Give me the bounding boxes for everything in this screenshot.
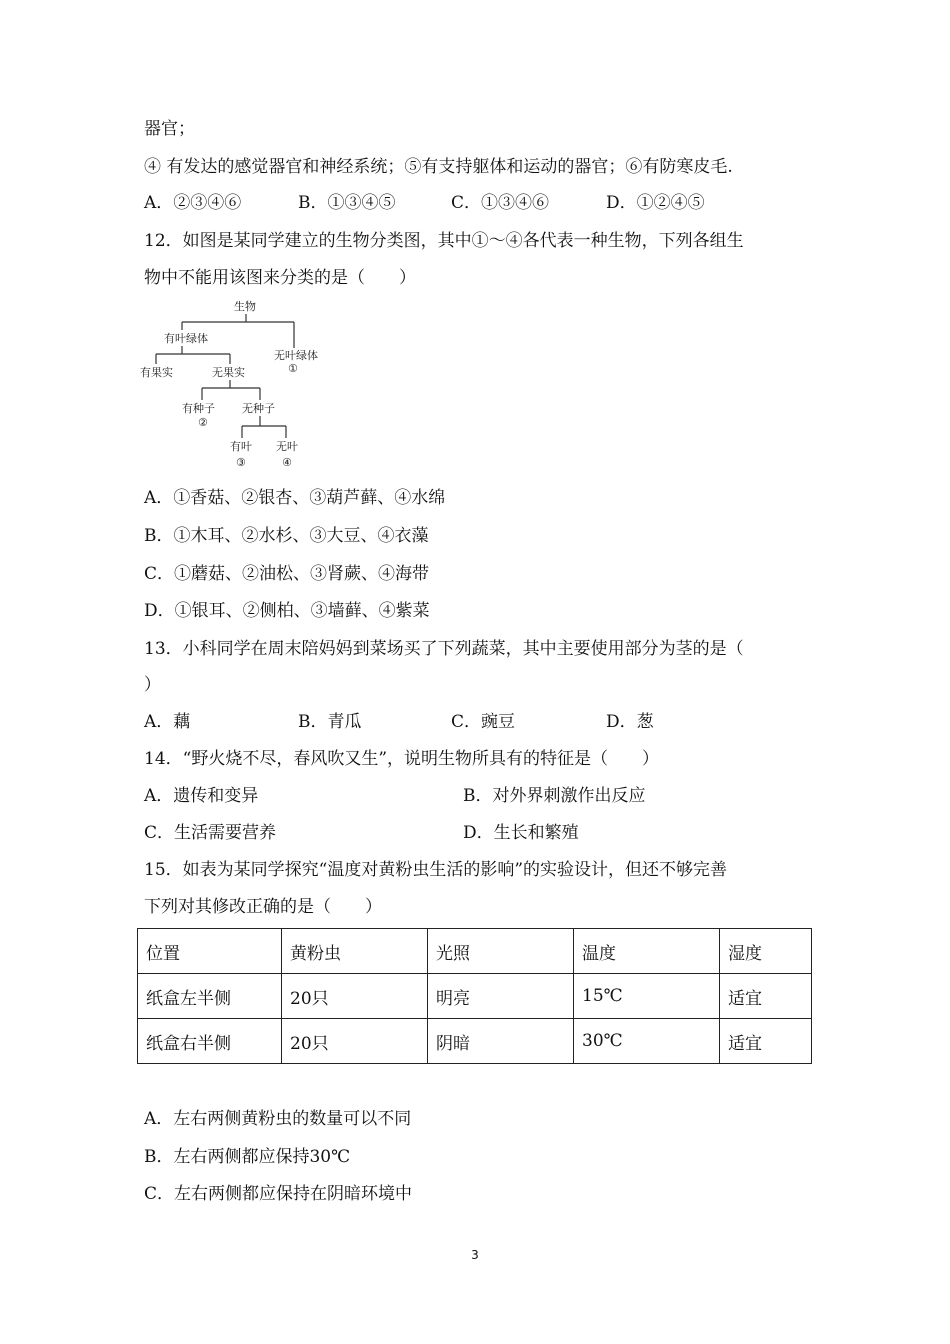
node-has-leaf: 有叶 <box>230 440 252 453</box>
table-row <box>138 1019 812 1064</box>
q13-option-c: C．豌豆 <box>451 712 516 732</box>
q15-option-a: A．左右两侧黄粉虫的数量可以不同 <box>144 1109 412 1129</box>
node-no-seed: 无种子 <box>242 402 275 415</box>
table-cell: 阴暗 <box>428 1019 574 1064</box>
node-no-fruit: 无果实 <box>212 366 245 379</box>
q12-option-c: C．①蘑菇、②油松、③肾蕨、④海带 <box>144 564 430 584</box>
table-cell: 20只 <box>282 1019 428 1064</box>
q14-option-b: B．对外界刺激作出反应 <box>463 786 646 806</box>
table-header-cell: 湿度 <box>720 929 812 974</box>
node-no-chloroplast: 无叶绿体 <box>274 349 318 362</box>
q12-stem-line2: 物中不能用该图来分类的是（ ） <box>144 268 416 288</box>
q11-option-d: D．①②④⑤ <box>606 193 705 213</box>
node-has-seed: 有种子 <box>182 402 215 415</box>
q13-option-d: D．葱 <box>606 712 654 732</box>
table-header-cell: 位置 <box>138 929 282 974</box>
mark-2: ② <box>198 416 208 429</box>
q13-option-b: B．青瓜 <box>298 712 362 732</box>
table-cell: 适宜 <box>720 974 812 1019</box>
node-no-leaf: 无叶 <box>276 440 298 453</box>
q14-stem: 14．“野火烧不尽，春风吹又生”，说明生物所具有的特征是（ ） <box>144 749 660 769</box>
q11-statement-line: ④ 有发达的感觉器官和神经系统；⑤有支持躯体和运动的器官；⑥有防寒皮毛. <box>144 157 733 177</box>
q15-stem-line1: 15．如表为某同学探究“温度对黄粉虫生活的影响”的实验设计，但还不够完善 <box>144 860 728 880</box>
q12-option-a: A．①香菇、②银杏、③葫芦藓、④水绵 <box>144 488 446 508</box>
q12-option-b: B．①木耳、②水杉、③大豆、④衣藻 <box>144 526 429 546</box>
table-header-cell: 光照 <box>428 929 574 974</box>
table-cell: 20只 <box>282 974 428 1019</box>
table-cell: 纸盒右半侧 <box>138 1019 282 1064</box>
mark-1: ① <box>288 362 298 375</box>
table-cell: 适宜 <box>720 1019 812 1064</box>
experiment-table <box>137 928 812 1064</box>
page-number: 3 <box>471 1248 479 1262</box>
q11-continuation: 器官； <box>144 119 195 139</box>
table-header-cell: 黄粉虫 <box>282 929 428 974</box>
table-cell: 纸盒左半侧 <box>138 974 282 1019</box>
table-cell: 15℃ <box>574 974 720 1019</box>
q13-stem-line1: 13．小科同学在周末陪妈妈到菜场买了下列蔬菜，其中主要使用部分为茎的是（ <box>144 639 744 659</box>
q12-option-d: D．①银耳、②侧柏、③墙藓、④紫菜 <box>144 601 430 621</box>
q12-stem-line1: 12．如图是某同学建立的生物分类图，其中①～④各代表一种生物，下列各组生 <box>144 231 744 251</box>
q15-option-c: C．左右两侧都应保持在阴暗环境中 <box>144 1184 413 1204</box>
q14-option-c: C．生活需要营养 <box>144 823 277 843</box>
table-header-row <box>138 929 812 974</box>
node-has-chloroplast: 有叶绿体 <box>164 332 208 345</box>
q15-option-b: B．左右两侧都应保持30℃ <box>144 1147 351 1167</box>
q11-option-c: C．①③④⑥ <box>451 193 550 213</box>
q13-stem-line2: ） <box>144 675 161 695</box>
q14-option-a: A．遗传和变异 <box>144 786 259 806</box>
q14-option-d: D．生长和繁殖 <box>463 823 579 843</box>
classification-diagram <box>136 296 336 474</box>
mark-4: ④ <box>282 456 292 469</box>
table-row <box>138 974 812 1019</box>
node-root: 生物 <box>234 300 256 313</box>
q11-option-a: A．②③④⑥ <box>144 193 242 213</box>
mark-3: ③ <box>236 456 246 469</box>
table-header-cell: 温度 <box>574 929 720 974</box>
node-has-fruit: 有果实 <box>140 366 173 379</box>
q11-option-b: B．①③④⑤ <box>298 193 396 213</box>
table-cell: 明亮 <box>428 974 574 1019</box>
q13-option-a: A．藕 <box>144 712 191 732</box>
table-cell: 30℃ <box>574 1019 720 1064</box>
q15-stem-line2: 下列对其修改正确的是（ ） <box>144 897 382 917</box>
